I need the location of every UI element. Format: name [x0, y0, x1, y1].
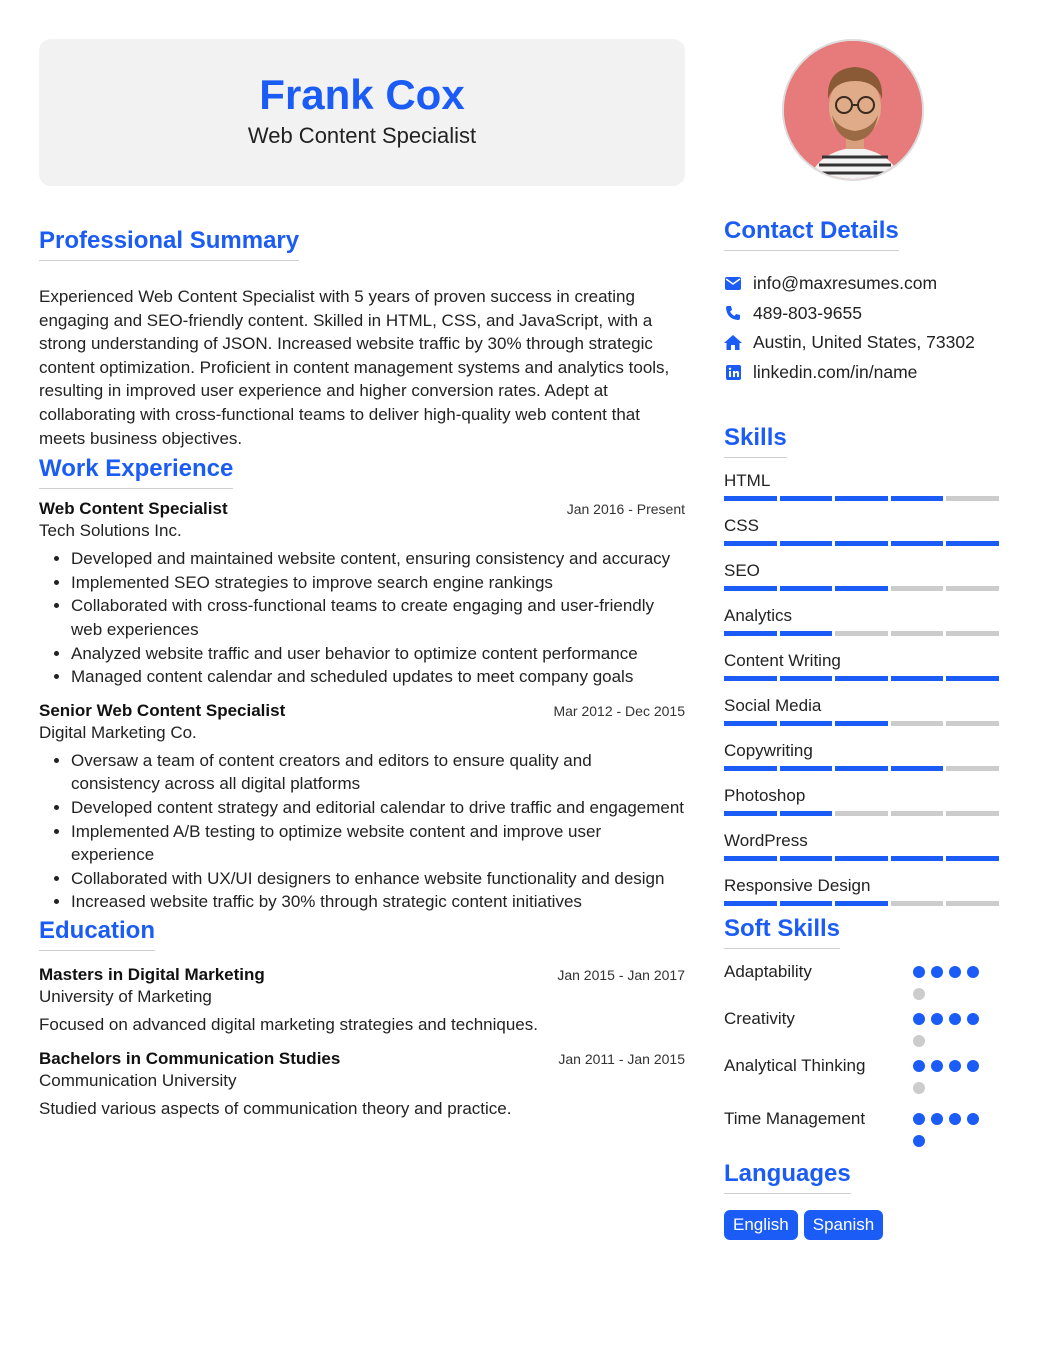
languages-heading: Languages	[724, 1159, 851, 1194]
skill-level-segment	[835, 631, 888, 636]
skill-level-segment	[724, 901, 777, 906]
skill-level-segment	[724, 721, 777, 726]
skill-level-segment	[724, 856, 777, 861]
job-company: Digital Marketing Co.	[39, 722, 197, 742]
soft-skill-name: Creativity	[724, 1009, 795, 1028]
skill-level-segment	[891, 496, 944, 501]
skill-level-segment	[724, 631, 777, 636]
skill-level-segment	[946, 766, 999, 771]
skill-level-segment	[891, 766, 944, 771]
skills-list	[724, 470, 1004, 906]
contact-section	[724, 216, 1004, 387]
list-item: • Implemented SEO strategies to improve search engine rankings	[71, 571, 685, 595]
soft-skill-dots	[913, 1008, 993, 1047]
soft-skill-dots	[913, 1108, 993, 1147]
skill-level-segment	[835, 811, 888, 816]
skill-name: CSS	[724, 516, 759, 535]
skill-item	[724, 695, 1004, 726]
languages-section	[724, 1159, 1004, 1240]
skill-level-bar	[724, 496, 1004, 501]
soft-skill-dot	[949, 1113, 961, 1125]
skill-name: Copywriting	[724, 741, 813, 760]
education-date: Jan 2011 - Jan 2015	[558, 1050, 685, 1067]
soft-skill-dot	[913, 1013, 925, 1025]
skill-level-bar	[724, 766, 1004, 771]
skill-level-segment	[946, 901, 999, 906]
education-description: Studied various aspects of communication theory and practice.	[39, 1098, 512, 1118]
skill-level-segment	[780, 721, 833, 726]
job-entry	[39, 499, 685, 689]
skill-level-bar	[724, 541, 1004, 546]
school-name: Communication University	[39, 1070, 237, 1090]
skill-item	[724, 470, 1004, 501]
skill-level-bar	[724, 631, 1004, 636]
contact-heading: Contact Details	[724, 216, 899, 251]
skill-level-segment	[780, 676, 833, 681]
skill-level-segment	[946, 496, 999, 501]
soft-skill-dot	[913, 1060, 925, 1072]
experience-section	[39, 454, 685, 914]
degree-title: Bachelors in Communication Studies	[39, 1048, 341, 1068]
soft-skill-dot	[949, 1060, 961, 1072]
soft-skill-dot	[913, 1035, 925, 1047]
summary-heading: Professional Summary	[39, 226, 299, 261]
soft-skill-dot	[967, 966, 979, 978]
skill-level-segment	[780, 811, 833, 816]
skill-level-segment	[780, 496, 833, 501]
job-title: Senior Web Content Specialist	[39, 700, 286, 720]
education-heading: Education	[39, 916, 155, 951]
skill-name: Content Writing	[724, 651, 841, 670]
list-item: • Collaborated with cross-functional teams to create engaging and user-friendly web experiences	[71, 594, 685, 641]
skill-item	[724, 785, 1004, 816]
language-badge: English	[724, 1210, 798, 1240]
contact-email-text: info@maxresumes.com	[753, 273, 938, 294]
contact-email[interactable]	[724, 269, 1004, 299]
soft-skill-dot	[931, 1060, 943, 1072]
skill-level-segment	[835, 766, 888, 771]
list-item: • Developed content strategy and editorial calendar to drive traffic and engagement	[71, 796, 685, 820]
soft-skill-dot	[913, 1135, 925, 1147]
languages-list	[724, 1210, 1004, 1240]
soft-skill-dot	[967, 1013, 979, 1025]
job-date: Mar 2012 - Dec 2015	[553, 702, 685, 719]
soft-skill-dots	[913, 961, 993, 1000]
education-entry	[39, 965, 685, 1035]
education-section	[39, 916, 685, 1119]
summary-text: Experienced Web Content Specialist with 5 years of proven success in creating engaging and SEO-friendly content. Skilled in HTML, CSS, and JavaScript, with a strong understanding of JSON. Increased website traffic by 30% through strategic content optimization. Proficient in content management systems and analytics tools, resulting in improved user experience and higher conversion rates. Adept at collaborating with cross-functional teams to deliver high-quality web content that meets business objectives.	[39, 287, 670, 448]
skill-level-segment	[724, 541, 777, 546]
skill-item	[724, 560, 1004, 591]
soft-skill-name: Analytical Thinking	[724, 1056, 866, 1075]
skill-level-segment	[724, 496, 777, 501]
soft-skills-section	[724, 914, 1004, 1147]
skill-level-segment	[891, 811, 944, 816]
skill-level-segment	[835, 721, 888, 726]
soft-skill-name: Adaptability	[724, 962, 812, 981]
skill-level-segment	[724, 811, 777, 816]
resume-header	[39, 39, 685, 186]
skill-level-bar	[724, 676, 1004, 681]
list-item: • Developed and maintained website content, ensuring consistency and accuracy	[71, 547, 685, 571]
soft-skill-dot	[913, 988, 925, 1000]
school-name: University of Marketing	[39, 986, 212, 1006]
soft-skill-dot	[967, 1060, 979, 1072]
skill-name: Photoshop	[724, 786, 806, 805]
skill-level-segment	[891, 586, 944, 591]
skill-level-segment	[780, 586, 833, 591]
contact-phone[interactable]	[724, 299, 1004, 329]
education-date: Jan 2015 - Jan 2017	[557, 966, 685, 983]
soft-skill-dot	[949, 966, 961, 978]
skill-level-segment	[946, 586, 999, 591]
job-title: Web Content Specialist	[39, 499, 228, 519]
skill-level-segment	[946, 811, 999, 816]
skill-level-segment	[835, 496, 888, 501]
main-column	[39, 39, 685, 1119]
skill-level-segment	[780, 766, 833, 771]
skill-level-segment	[780, 541, 833, 546]
education-description: Focused on advanced digital marketing strategies and techniques.	[39, 1014, 538, 1034]
contact-linkedin-text: linkedin.com/in/name	[753, 361, 918, 382]
contact-phone-text: 489-803-9655	[753, 302, 862, 323]
avatar-portrait-icon	[784, 41, 924, 181]
soft-skill-dots	[913, 1055, 993, 1094]
soft-skill-dot	[913, 1113, 925, 1125]
list-item: • Collaborated with UX/UI designers to enhance website functionality and design	[71, 867, 685, 891]
skills-heading: Skills	[724, 423, 787, 458]
job-date: Jan 2016 - Present	[566, 501, 685, 518]
degree-title: Masters in Digital Marketing	[39, 964, 265, 984]
phone-icon	[724, 304, 742, 322]
job-company: Tech Solutions Inc.	[39, 521, 182, 541]
job-bullets	[39, 547, 685, 689]
skill-level-bar	[724, 856, 1004, 861]
skill-level-segment	[891, 856, 944, 861]
skill-name: Social Media	[724, 696, 822, 715]
soft-skill-dot	[967, 1113, 979, 1125]
skill-name: WordPress	[724, 831, 808, 850]
skills-section	[724, 423, 1004, 906]
linkedin-icon	[724, 363, 742, 381]
skill-level-segment	[724, 586, 777, 591]
skill-level-bar	[724, 901, 1004, 906]
soft-skill-item	[724, 961, 1004, 1000]
skill-level-segment	[891, 631, 944, 636]
skill-level-segment	[835, 586, 888, 591]
skill-level-bar	[724, 721, 1004, 726]
contact-linkedin[interactable]	[724, 358, 1004, 388]
contact-address-text: Austin, United States, 73302	[753, 332, 975, 353]
soft-skill-item	[724, 1008, 1004, 1047]
job-bullets	[39, 749, 685, 914]
candidate-name: Frank Cox	[259, 71, 465, 118]
skill-level-segment	[835, 901, 888, 906]
skill-level-segment	[780, 856, 833, 861]
skill-level-segment	[780, 631, 833, 636]
soft-skill-dot	[913, 966, 925, 978]
list-item: • Managed content calendar and scheduled updates to meet company goals	[71, 665, 685, 689]
sidebar-column	[724, 39, 1004, 1240]
list-item: • Analyzed website traffic and user behavior to optimize content performance	[71, 642, 685, 666]
soft-skill-item	[724, 1108, 1004, 1147]
skill-level-segment	[946, 631, 999, 636]
skill-name: Analytics	[724, 606, 793, 625]
skill-item	[724, 830, 1004, 861]
skill-level-bar	[724, 586, 1004, 591]
skill-level-segment	[891, 721, 944, 726]
skill-level-segment	[891, 541, 944, 546]
skill-level-segment	[946, 721, 999, 726]
candidate-title: Web Content Specialist	[247, 123, 477, 148]
envelope-icon	[724, 275, 742, 293]
skill-level-segment	[724, 676, 777, 681]
skill-name: HTML	[724, 471, 771, 490]
list-item: • Oversaw a team of content creators and editors to ensure quality and consistency across all digital platforms	[71, 749, 685, 796]
job-entry	[39, 701, 685, 914]
soft-skill-name: Time Management	[724, 1109, 866, 1128]
skill-item	[724, 875, 1004, 906]
soft-skill-item	[724, 1055, 1004, 1094]
education-entry	[39, 1049, 685, 1119]
skill-item	[724, 515, 1004, 546]
skill-item	[724, 650, 1004, 681]
skill-level-bar	[724, 811, 1004, 816]
skill-level-segment	[835, 676, 888, 681]
home-icon	[724, 334, 742, 352]
list-item: • Implemented A/B testing to optimize website content and improve user experience	[71, 820, 685, 867]
summary-section	[39, 226, 685, 450]
contact-address	[724, 328, 1004, 358]
skill-level-segment	[946, 541, 999, 546]
skill-level-segment	[780, 901, 833, 906]
skill-name: Responsive Design	[724, 876, 871, 895]
skill-level-segment	[946, 856, 999, 861]
skill-level-segment	[946, 676, 999, 681]
skill-level-segment	[835, 541, 888, 546]
experience-heading: Work Experience	[39, 454, 233, 489]
list-item: • Increased website traffic by 30% through strategic content initiatives	[71, 890, 685, 914]
language-badge: Spanish	[804, 1210, 883, 1240]
soft-skills-heading: Soft Skills	[724, 914, 840, 949]
avatar	[782, 39, 924, 181]
soft-skill-dot	[931, 966, 943, 978]
soft-skill-dot	[949, 1013, 961, 1025]
skill-name: SEO	[724, 561, 760, 580]
soft-skill-dot	[913, 1082, 925, 1094]
soft-skills-list	[724, 961, 1004, 1147]
skill-item	[724, 740, 1004, 771]
skill-level-segment	[891, 676, 944, 681]
skill-level-segment	[891, 901, 944, 906]
skill-level-segment	[724, 766, 777, 771]
soft-skill-dot	[931, 1113, 943, 1125]
soft-skill-dot	[931, 1013, 943, 1025]
skill-level-segment	[835, 856, 888, 861]
skill-item	[724, 605, 1004, 636]
